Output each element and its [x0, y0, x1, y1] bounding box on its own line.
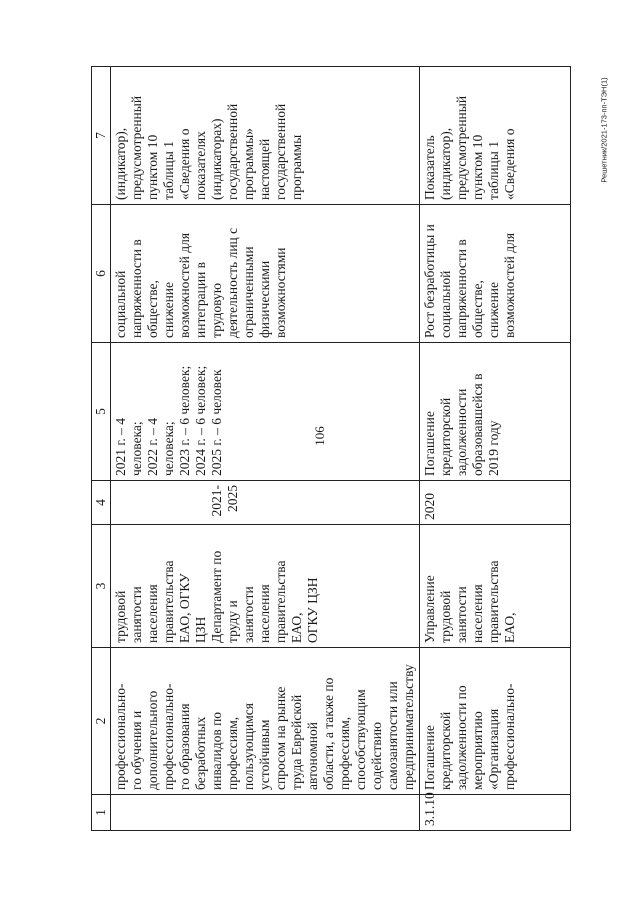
row2-indicator: Показатель (индикатор), предусмотренный пунктом 10 таблицы 1 «Сведения о [420, 67, 571, 205]
header-col-2: 2 [92, 648, 111, 795]
table-header-row [92, 67, 111, 831]
row2-responsible: Управление трудовой занятости населения правительства ЕАО, [420, 525, 571, 648]
page-number: 106 [311, 426, 327, 446]
row1-consequences: социальной напряженности в обществе, снижение возможностей для интеграции в трудовую деятельность лиц с ограниченными физическими возможностями [111, 205, 420, 343]
header-col-6: 6 [92, 205, 111, 343]
header-col-1: 1 [92, 795, 111, 831]
row1-responsible: трудовой занятости населения правительства ЕАО, ОГКУ ЦЗН Департамент по труду и занятости населения правительства ЕАО, ОГКУ ЦЗН [111, 525, 420, 648]
row1-indicator: (индикатор), предусмотренный пунктом 10 таблицы 1 «Сведения о показателях (индикаторах) государственной программы» настоящей государственной программы [111, 67, 420, 205]
row1-expected-result: 2021 г. – 4 человека; 2022 г. – 4 человека; 2023 г. – 6 человек; 2024 г. – 6 человек; 2025 г. – 6 человек [111, 343, 420, 481]
row2-period: 2020 [420, 481, 571, 525]
header-col-3: 3 [92, 525, 111, 648]
row2-number: 3.1.10 [420, 795, 571, 831]
row1-activity: профессионально- го обучения и дополнительного профессионально- го образования безработных инвалидов по профессиям, пользующимся устойчивым спросом на рынке труда Еврейской автономной области, а также по профессиям, способствующим содействию самозанятости или предпринимательству [111, 648, 420, 795]
header-col-4: 4 [92, 481, 111, 525]
row2-activity: Погашение кредиторской задолженности по мероприятию «Организация профессионально- [420, 648, 571, 795]
program-activities-table [91, 66, 571, 831]
header-col-7: 7 [92, 67, 111, 205]
row1-period: 2021- 2025 [111, 481, 420, 525]
row2-expected-result: Погашение кредиторской задолженности образовавшейся в 2019 году [420, 343, 571, 481]
program-table-frame [91, 67, 571, 831]
document-reference: Решетник/2021-173-пп-ТЭН(1) [599, 77, 609, 183]
row1-number [111, 795, 420, 831]
table-row [420, 67, 571, 831]
header-col-5: 5 [92, 343, 111, 481]
program-table-rotated [91, 67, 571, 831]
table-row [111, 67, 420, 831]
row2-consequences: Рост безработицы и социальной напряженности в обществе, снижение возможностей для [420, 205, 571, 343]
